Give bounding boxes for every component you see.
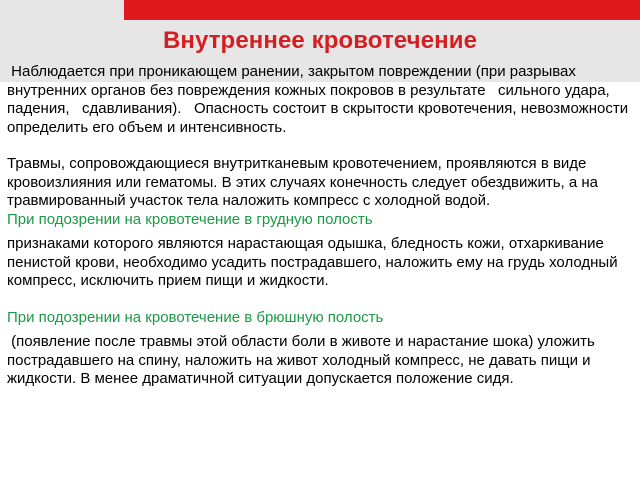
tissue-bleeding-paragraph: Травмы, сопровождающиеся внутритканевым кровотечением, проявляются в виде кровоизлияния или гематомы. В этих случаях конечность следует обездвижить, а на травмированный участок тела наложить компресс с холодной водой. [7,155,598,209]
chest-paragraph: признаками которого являются нарастающая одышка, бледность кожи, отхаркивание пенистой крови, необходимо усадить пострадавшего, наложить ему на грудь холодный компресс, исключить прием пищи и жидкости. [7,235,618,289]
intro-paragraph: Наблюдается при проникающем ранении, закрытом повреждении (при разрывах внутренних органов без повреждения кожных покровов в результате сильного удара, падения, сдавливания). Опасность состоит в скрытости кровотечения, невозможности определить его объем и интенсивность. [7,63,633,136]
chest-subheading: При подозрении на кровотечение в грудную полость [7,210,373,228]
slide-title: Внутреннее кровотечение [162,27,478,54]
header-accent-bar [124,0,640,20]
slide-content [7,63,635,389]
abdomen-subheading: При подозрении на кровотечение в брюшную полость [7,308,384,326]
abdomen-paragraph: (появление после травмы этой области боли в животе и нарастание шока) уложить пострадавшего на спину, наложить на живот холодный компресс, не давать пищи и жидкости. В менее драматичной ситуации допускается положение сидя. [7,333,600,387]
